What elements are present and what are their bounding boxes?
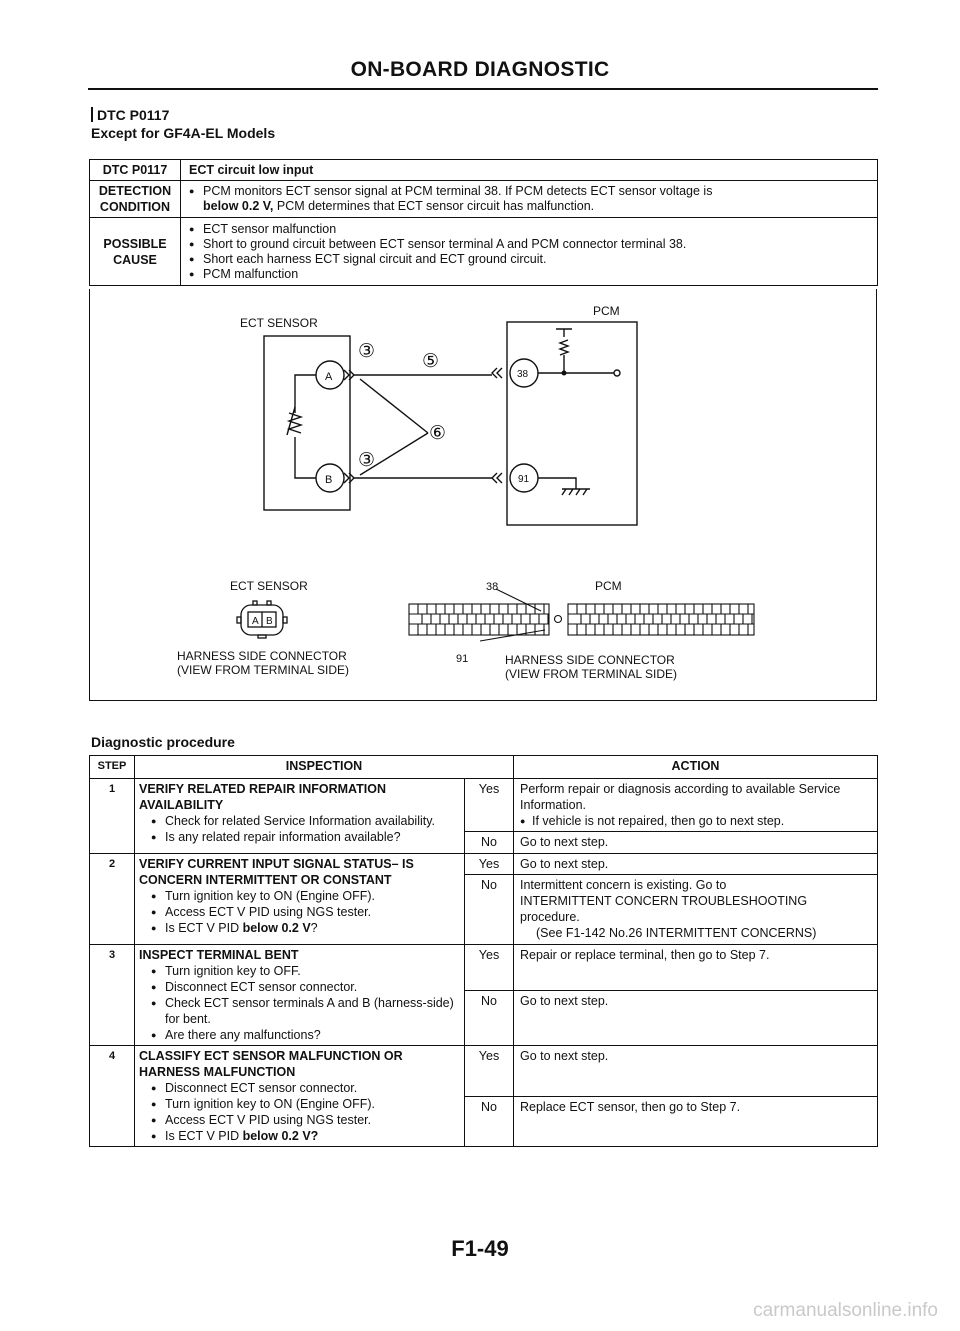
connector-chevron-38	[492, 368, 502, 378]
ect-harness-label-1: HARNESS SIDE CONNECTOR	[177, 649, 347, 663]
inspection-item: ● Turn ignition key to OFF.	[139, 963, 458, 979]
action-item: ● If vehicle is not repaired, then go to next step.	[520, 813, 871, 829]
pcm-label: PCM	[593, 304, 620, 318]
ect-conn-pin-a: A	[252, 616, 259, 627]
step-number: 4	[90, 1046, 135, 1147]
terminal-38-label: 38	[517, 369, 529, 380]
inspection-item: ● Access ECT V PID using NGS tester.	[139, 904, 458, 920]
detection-label: DETECTION CONDITION	[90, 181, 181, 218]
cause-row	[90, 218, 878, 286]
step-header: STEP	[90, 756, 135, 779]
no-action: Intermittent concern is existing. Go to INTERMITTENT CONCERN TROUBLESHOOTING procedure. (See F1-142 No.26 INTERMITTENT CONCERNS)	[514, 875, 878, 945]
diagnostic-procedure-table	[89, 755, 878, 1147]
ect-sensor-label: ECT SENSOR	[240, 316, 318, 330]
inspection-item: ● Is ECT V PID below 0.2 V?	[139, 920, 458, 936]
wire-mark-3-upper: ③	[358, 341, 376, 362]
no-action: Go to next step.	[514, 832, 878, 854]
yes-action: Repair or replace terminal, then go to Step 7.	[514, 945, 878, 991]
no-action: Go to next step.	[514, 991, 878, 1046]
detection-row	[90, 181, 878, 218]
wire-mark-5: ⑤	[422, 351, 440, 372]
step-inspection: CLASSIFY ECT SENSOR MALFUNCTION OR HARNESS MALFUNCTION ● Disconnect ECT sensor connector. ● Turn ignition key to ON (Engine OFF). ● Access ECT V PID using NGS tester. ● Is ECT V PID below 0.2 V?	[135, 1046, 465, 1147]
inspection-header: INSPECTION	[135, 756, 514, 779]
cause-item: ● PCM malfunction	[189, 267, 869, 282]
step-number: 1	[90, 779, 135, 854]
step-number: 3	[90, 945, 135, 1046]
yes-cell: Yes	[465, 779, 514, 832]
dtc-code: DTC P0117	[97, 107, 170, 123]
wiring-diagram-box	[89, 289, 877, 701]
inspection-item: ● Is any related repair information available?	[139, 829, 458, 845]
table-row	[90, 854, 878, 875]
table-row	[90, 779, 878, 832]
pcm-conn-38-label: 38	[486, 581, 499, 593]
watermark: carmanualsonline.info	[753, 1300, 938, 1321]
margin-mark	[91, 107, 93, 122]
inspection-item: ● Disconnect ECT sensor connector.	[139, 979, 458, 995]
detection-item: ● PCM monitors ECT sensor signal at PCM terminal 38. If PCM detects ECT sensor voltage is below 0.2 V, PCM determines that ECT sensor circuit has malfunction.	[189, 184, 869, 214]
short-line-upper	[360, 379, 428, 433]
ect-sensor-box	[264, 336, 350, 510]
dtc-row	[90, 160, 878, 181]
inspection-item: ● Disconnect ECT sensor connector.	[139, 1080, 458, 1096]
terminal-91-label: 91	[518, 474, 530, 485]
detection-condition	[181, 181, 878, 218]
no-cell: No	[465, 832, 514, 854]
ect-conn-pin-b: B	[266, 616, 273, 627]
procedure-title: Diagnostic procedure	[91, 734, 235, 750]
page-header: ON-BOARD DIAGNOSTIC	[350, 58, 610, 81]
pcm-pullup-resistor-icon	[556, 329, 572, 373]
yes-cell: Yes	[465, 1046, 514, 1097]
step-inspection: VERIFY CURRENT INPUT SIGNAL STATUS– IS CONCERN INTERMITTENT OR CONSTANT ● Turn ignition key to ON (Engine OFF). ● Access ECT V PID using NGS tester. ● Is ECT V PID below 0.2 V?	[135, 854, 465, 945]
yes-action: Perform repair or diagnosis according to available Service Information. ● If vehicle is not repaired, then go to next step.	[514, 779, 878, 832]
yes-cell: Yes	[465, 945, 514, 991]
pcm-connector-title: PCM	[595, 579, 622, 593]
dtc-info-table	[89, 159, 878, 286]
yes-action: Go to next step.	[514, 854, 878, 875]
pcm-conn-91-label: 91	[456, 653, 469, 665]
inspection-item: ● Turn ignition key to ON (Engine OFF).	[139, 1096, 458, 1112]
inspection-item: ● Is ECT V PID below 0.2 V?	[139, 1128, 458, 1144]
terminal-b-label: B	[325, 474, 333, 486]
cause-item: ● ECT sensor malfunction	[189, 222, 869, 237]
page-number: F1-49	[451, 1236, 509, 1261]
inspection-item: ● Check ECT sensor terminals A and B (harness-side) for bent.	[139, 995, 458, 1027]
procedure-header-row	[90, 756, 878, 779]
inspection-item: ● Access ECT V PID using NGS tester.	[139, 1112, 458, 1128]
inspection-item: ● Check for related Service Information availability.	[139, 813, 458, 829]
dtc-label: DTC P0117	[90, 160, 181, 181]
yes-cell: Yes	[465, 854, 514, 875]
wire-mark-3-lower: ③	[358, 450, 376, 471]
no-cell: No	[465, 875, 514, 945]
yes-action: Go to next step.	[514, 1046, 878, 1097]
pcm-ground-icon	[538, 478, 590, 495]
cause-label: POSSIBLE CAUSE	[90, 218, 181, 286]
sensor-wire-top	[295, 375, 316, 413]
terminal-a-label: A	[325, 371, 333, 383]
inspection-item: ● Are there any malfunctions?	[139, 1027, 458, 1043]
step-inspection: VERIFY RELATED REPAIR INFORMATION AVAILABILITY ● Check for related Service Information availability. ● Is any related repair information available?	[135, 779, 465, 854]
pcm-connector-icon	[409, 589, 754, 641]
pcm-harness-label-2: (VIEW FROM TERMINAL SIDE)	[505, 667, 678, 681]
connector-chevron-b	[344, 473, 354, 483]
table-row	[90, 945, 878, 991]
no-cell: No	[465, 991, 514, 1046]
pcm-output-node	[614, 370, 620, 376]
connector-chevron-91	[492, 473, 502, 483]
header-rule	[88, 88, 878, 90]
cause-item: ● Short each harness ECT signal circuit and ECT ground circuit.	[189, 252, 869, 267]
action-header: ACTION	[514, 756, 878, 779]
pcm-harness-label-1: HARNESS SIDE CONNECTOR	[505, 653, 675, 667]
dtc-models: Except for GF4A-EL Models	[91, 125, 276, 141]
dtc-description: ECT circuit low input	[181, 160, 878, 181]
ect-connector-icon	[237, 601, 287, 638]
sensor-wire-bottom	[295, 437, 316, 478]
thermistor-icon	[287, 407, 301, 435]
connector-chevron-a	[344, 370, 354, 380]
pcm-junction-dot	[562, 371, 567, 376]
no-action: Replace ECT sensor, then go to Step 7.	[514, 1096, 878, 1147]
table-row	[90, 1046, 878, 1097]
cause-item: ● Short to ground circuit between ECT sensor terminal A and PCM connector terminal 38.	[189, 237, 869, 252]
wire-mark-6: ⑥	[429, 423, 447, 444]
possible-causes	[181, 218, 878, 286]
ect-connector-title: ECT SENSOR	[230, 579, 308, 593]
step-inspection: INSPECT TERMINAL BENT ● Turn ignition key to OFF. ● Disconnect ECT sensor connector. ● Check ECT sensor terminals A and B (harness-side) for bent. ● Are there any malfunctions?	[135, 945, 465, 1046]
wiring-diagram	[90, 289, 876, 699]
ect-harness-label-2: (VIEW FROM TERMINAL SIDE)	[177, 663, 350, 677]
dtc-heading	[91, 106, 275, 142]
inspection-item: ● Turn ignition key to ON (Engine OFF).	[139, 888, 458, 904]
pcm-box	[507, 322, 637, 525]
step-number: 2	[90, 854, 135, 945]
no-cell: No	[465, 1096, 514, 1147]
